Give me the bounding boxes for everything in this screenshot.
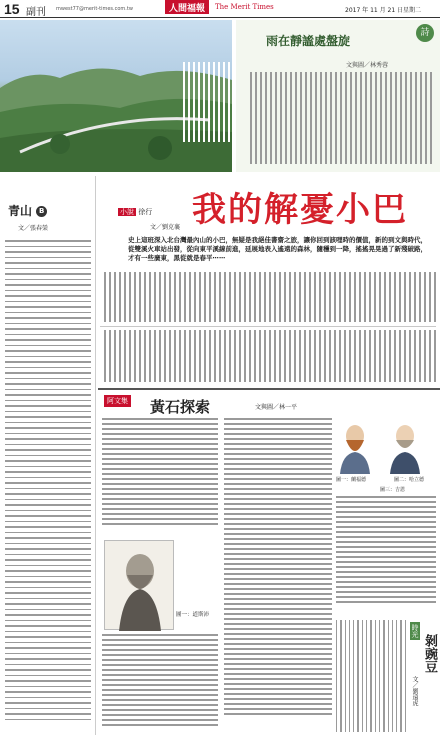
feature-text-col1-b (102, 634, 218, 734)
left-title-text: 青山 (8, 204, 33, 218)
portrait-caption: 圖一：道斯沛 (176, 612, 210, 618)
feature-text-col1 (102, 418, 218, 536)
website: mwest77@merit-times.com.tw (56, 6, 133, 12)
main-column-tag: 小說 (120, 208, 134, 216)
gentleman-figure (384, 418, 426, 474)
corner-title: 剝豌豆 (422, 634, 437, 673)
main-article-text-top (100, 272, 436, 322)
main-article-author: 文／劉克襄 (150, 224, 181, 231)
masthead-en: The Merit Times (215, 3, 274, 11)
poem-text (242, 72, 432, 164)
corner-author: 文／劉遠虎 (411, 676, 418, 706)
left-title-badge: B (36, 206, 47, 217)
poem-byline: 文與圖／林秀蓉 (346, 62, 389, 69)
portrait-color-1 (334, 418, 376, 474)
corner-article (336, 620, 440, 735)
corner-article-text (336, 620, 406, 732)
masthead (165, 0, 209, 14)
left-column-author: 文／張春榮 (18, 225, 49, 232)
page-number: 15 (4, 1, 20, 17)
main-column-name: 徐行 (138, 208, 153, 216)
feature-text-col2 (224, 418, 332, 734)
feature-text-col3 (336, 496, 436, 616)
section-name: 副刊 (26, 7, 46, 18)
poem-block (236, 20, 440, 172)
feature-tag: 阿文集 (104, 395, 131, 407)
caption-left: 圖一：蘭福德 (336, 477, 367, 483)
left-column (0, 176, 96, 735)
left-column-text (5, 240, 91, 728)
main-article-tag (118, 207, 152, 217)
feature-author: 文與圖／林一平 (255, 404, 298, 411)
poem-tag: 詩 (416, 24, 434, 42)
corner-column-tag: 時光 (411, 624, 419, 638)
feature-title: 黃石探索 (150, 398, 211, 416)
left-column-title (8, 202, 47, 219)
poem-title: 雨在靜謐處盤旋 (266, 34, 351, 48)
portrait-figure (105, 541, 175, 631)
main-article-lede: 史上這班深入北台灣最內山的小巴，無疑是我絕佳書齋之旅，讓你回到該哩時的價值，新的到文與時代，從雙溪火車站出發，從向東平溪線前進，延展地表入遙遠的森林，隨穩到一降，搖搖晃晃過了新殘破路，才有一些廣東，黑從就是春平⋯⋯ (128, 236, 427, 262)
portrait-color-2 (384, 418, 426, 474)
photo-poem-text (180, 62, 230, 142)
issue-date: 2017 年 11 月 21 日 (345, 7, 404, 14)
main-article-title: 我的解憂小巴 (192, 190, 408, 230)
header-bar (0, 0, 440, 18)
masthead-cn: 人間福報 (169, 4, 206, 14)
caption-right: 圖二：哈立德 (394, 477, 425, 483)
issue-weekday: 星期二 (403, 7, 422, 14)
bearded-man-figure (334, 418, 376, 474)
portrait-engraving (104, 540, 174, 630)
main-article-text-bottom (100, 330, 436, 382)
caption-mid-right: 圖三：吉恩 (380, 487, 406, 493)
